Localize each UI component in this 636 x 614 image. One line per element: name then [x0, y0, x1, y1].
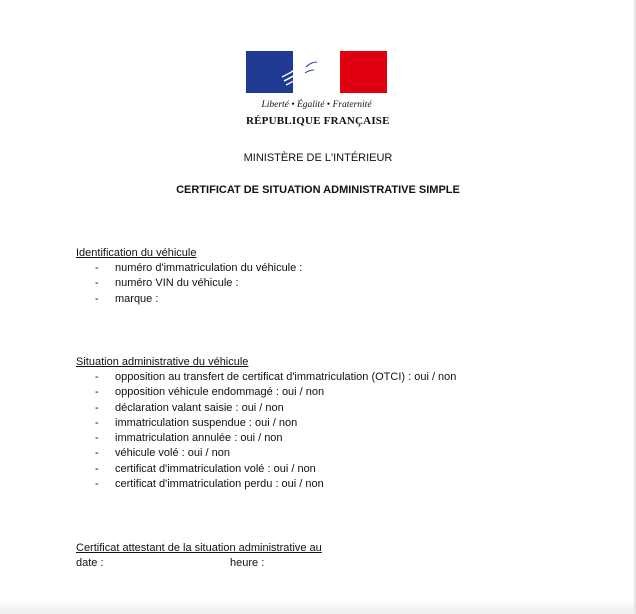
- section-heading: Identification du véhicule: [76, 247, 197, 259]
- dash-bullet: -: [95, 292, 99, 305]
- list-item: [76, 401, 456, 416]
- list-item-text: opposition au transfert de certificat d'immatriculation (OTCI) : oui / non: [115, 371, 457, 383]
- dash-bullet: -: [95, 416, 99, 429]
- dash-bullet: -: [95, 462, 99, 475]
- section-heading: Situation administrative du véhicule: [76, 356, 249, 368]
- dash-bullet: -: [95, 386, 99, 399]
- situation-list: [76, 370, 456, 492]
- list-item-text: véhicule volé : oui / non: [115, 447, 230, 460]
- tricolor-flag: [246, 51, 387, 93]
- republic-motto: Liberté • Égalité • Fraternité: [261, 100, 372, 110]
- dash-bullet: -: [95, 277, 99, 290]
- marianne-profile-icon: [246, 51, 387, 93]
- list-item: [76, 385, 456, 400]
- list-item-text: numéro VIN du véhicule :: [115, 277, 239, 290]
- list-item-text: numéro d'immatriculation du véhicule :: [115, 262, 303, 274]
- list-item: [76, 370, 456, 385]
- identification-list: [76, 261, 302, 307]
- date-label: date :: [76, 557, 104, 569]
- list-item-text: opposition véhicule endommagé : oui / non: [115, 386, 325, 399]
- ministry-name: MINISTÈRE DE L'INTÉRIEUR: [243, 152, 393, 164]
- list-item-text: immatriculation annulée : oui / non: [115, 432, 283, 445]
- list-item: [76, 292, 302, 307]
- list-item: [76, 261, 302, 276]
- dash-bullet: -: [95, 262, 99, 274]
- certificate-section: [76, 541, 376, 571]
- list-item-text: certificat d'immatriculation volé : oui / non: [115, 462, 316, 475]
- time-label: heure :: [230, 557, 265, 569]
- republic-logo: [246, 51, 390, 127]
- bottom-shade: [0, 600, 636, 614]
- list-item: [76, 446, 456, 461]
- dash-bullet: -: [95, 371, 99, 383]
- date-time-line: [76, 556, 376, 571]
- list-item: [76, 462, 456, 477]
- dash-bullet: -: [95, 401, 99, 414]
- document-title: CERTIFICAT DE SITUATION ADMINISTRATIVE SIMPLE: [176, 184, 460, 196]
- dash-bullet: -: [95, 447, 99, 460]
- list-item: [76, 276, 302, 291]
- list-item-text: déclaration valant saisie : oui / non: [115, 401, 284, 414]
- administrative-situation-section: [76, 355, 456, 492]
- list-item-text: certificat d'immatriculation perdu : oui / non: [115, 478, 324, 491]
- list-item: [76, 431, 456, 446]
- republic-name: RÉPUBLIQUE FRANÇAISE: [246, 115, 390, 127]
- dash-bullet: -: [95, 478, 99, 491]
- section-heading: Certificat attestant de la situation administrative au: [76, 542, 322, 554]
- dash-bullet: -: [95, 432, 99, 445]
- list-item: [76, 477, 456, 492]
- list-item: [76, 416, 456, 431]
- vehicle-identification-section: [76, 246, 302, 307]
- list-item-text: immatriculation suspendue : oui / non: [115, 416, 298, 429]
- list-item-text: marque :: [115, 292, 159, 305]
